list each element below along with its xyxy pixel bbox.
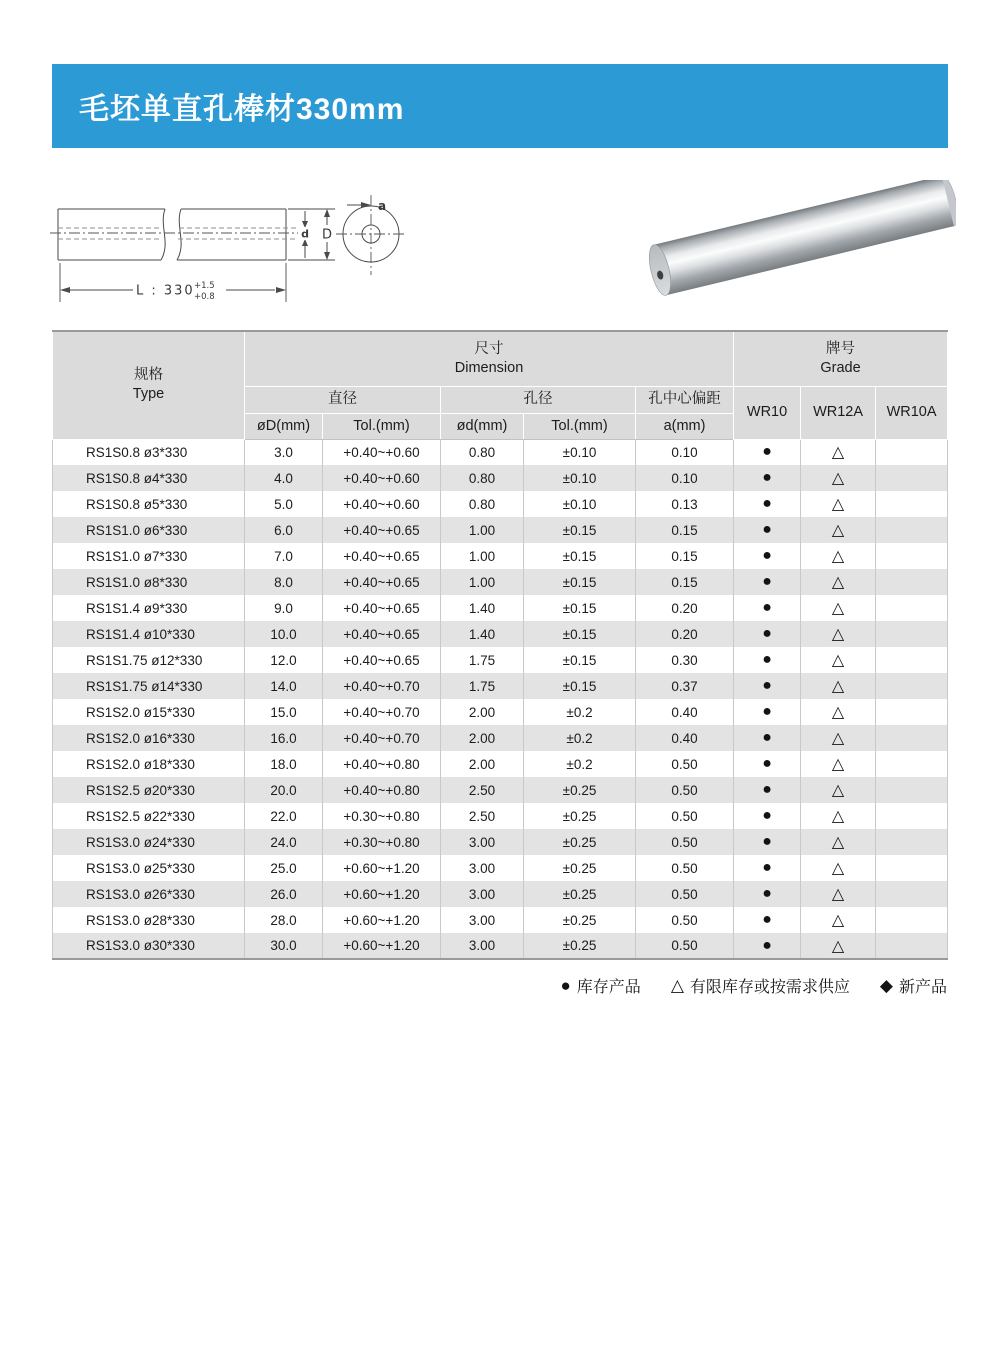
cell-hole-mm: 1.75 bbox=[441, 647, 524, 673]
cell-wr10a bbox=[876, 855, 948, 881]
cell-d-mm: 8.0 bbox=[245, 569, 323, 595]
cell-d-mm: 30.0 bbox=[245, 933, 323, 959]
cell-tol-hole: ±0.25 bbox=[524, 907, 636, 933]
cell-tol-d: +0.40~+0.60 bbox=[323, 439, 441, 465]
cell-hole-mm: 3.00 bbox=[441, 855, 524, 881]
legend-new-product-label: 新产品 bbox=[898, 979, 947, 996]
table-row bbox=[53, 751, 948, 777]
cell-hole-mm: 2.50 bbox=[441, 803, 524, 829]
cell-a-mm: 0.15 bbox=[636, 517, 734, 543]
cell-tol-hole: ±0.15 bbox=[524, 595, 636, 621]
cell-wr12a: △ bbox=[801, 543, 876, 569]
dim-label-a: a bbox=[378, 199, 387, 213]
cell-tol-d: +0.60~+1.20 bbox=[323, 933, 441, 959]
header-od-mm: ød(mm) bbox=[441, 413, 524, 439]
cell-wr10a bbox=[876, 595, 948, 621]
cell-type: RS1S2.5 ø20*330 bbox=[53, 777, 245, 803]
table-row bbox=[53, 543, 948, 569]
cell-d-mm: 4.0 bbox=[245, 465, 323, 491]
cell-a-mm: 0.10 bbox=[636, 439, 734, 465]
header-diameter: 直径 bbox=[245, 386, 441, 413]
table-row bbox=[53, 595, 948, 621]
cell-tol-hole: ±0.25 bbox=[524, 933, 636, 959]
dim-label-d: d bbox=[301, 227, 309, 241]
table-row bbox=[53, 777, 948, 803]
cell-wr12a: △ bbox=[801, 751, 876, 777]
cell-tol-hole: ±0.15 bbox=[524, 543, 636, 569]
cell-tol-d: +0.40~+0.80 bbox=[323, 751, 441, 777]
cell-wr10a bbox=[876, 517, 948, 543]
cell-wr10a bbox=[876, 439, 948, 465]
cell-wr10: ● bbox=[734, 543, 801, 569]
cell-a-mm: 0.50 bbox=[636, 777, 734, 803]
cell-hole-mm: 3.00 bbox=[441, 881, 524, 907]
cell-tol-hole: ±0.15 bbox=[524, 569, 636, 595]
table-row bbox=[53, 465, 948, 491]
rod-body bbox=[654, 180, 954, 295]
cell-tol-d: +0.40~+0.65 bbox=[323, 647, 441, 673]
cell-wr10: ● bbox=[734, 751, 801, 777]
cell-d-mm: 20.0 bbox=[245, 777, 323, 803]
cell-d-mm: 24.0 bbox=[245, 829, 323, 855]
cell-wr10a bbox=[876, 621, 948, 647]
technical-drawing bbox=[48, 183, 408, 318]
header-grade-wr12a: WR12A bbox=[801, 386, 876, 439]
filled-circle-icon: ● bbox=[560, 975, 571, 995]
table-row bbox=[53, 439, 948, 465]
cell-a-mm: 0.37 bbox=[636, 673, 734, 699]
cell-a-mm: 0.30 bbox=[636, 647, 734, 673]
cell-d-mm: 7.0 bbox=[245, 543, 323, 569]
dimension-length bbox=[60, 263, 286, 302]
header-oD-mm: øD(mm) bbox=[245, 413, 323, 439]
cell-wr10a bbox=[876, 907, 948, 933]
cell-tol-d: +0.40~+0.70 bbox=[323, 699, 441, 725]
hole-hidden-lines bbox=[58, 228, 310, 239]
cell-tol-d: +0.60~+1.20 bbox=[323, 881, 441, 907]
cell-d-mm: 3.0 bbox=[245, 439, 323, 465]
cell-d-mm: 25.0 bbox=[245, 855, 323, 881]
cell-tol-hole: ±0.2 bbox=[524, 725, 636, 751]
page-title: 毛坯单直孔棒材330mm bbox=[79, 93, 405, 126]
cell-tol-hole: ±0.15 bbox=[524, 621, 636, 647]
cell-a-mm: 0.50 bbox=[636, 751, 734, 777]
cell-hole-mm: 1.40 bbox=[441, 621, 524, 647]
cell-tol-d: +0.40~+0.70 bbox=[323, 725, 441, 751]
cell-type: RS1S0.8 ø5*330 bbox=[53, 491, 245, 517]
cell-wr10a bbox=[876, 881, 948, 907]
cell-a-mm: 0.50 bbox=[636, 803, 734, 829]
length-tol-lower: +0.8 bbox=[194, 292, 215, 302]
cell-d-mm: 10.0 bbox=[245, 621, 323, 647]
cell-hole-mm: 0.80 bbox=[441, 465, 524, 491]
cell-a-mm: 0.50 bbox=[636, 829, 734, 855]
product-photo-rod bbox=[638, 180, 956, 318]
cell-wr12a: △ bbox=[801, 777, 876, 803]
cell-tol-hole: ±0.25 bbox=[524, 855, 636, 881]
cell-tol-hole: ±0.10 bbox=[524, 439, 636, 465]
header-grade-wr10: WR10 bbox=[734, 386, 801, 439]
header-grade-wr10a: WR10A bbox=[876, 386, 948, 439]
cell-hole-mm: 0.80 bbox=[441, 439, 524, 465]
cell-type: RS1S1.0 ø7*330 bbox=[53, 543, 245, 569]
cell-wr10: ● bbox=[734, 855, 801, 881]
header-type: 规格 Type bbox=[53, 331, 245, 439]
header-hole-diameter: 孔径 bbox=[441, 386, 636, 413]
cell-wr12a: △ bbox=[801, 517, 876, 543]
legend bbox=[561, 974, 947, 997]
cell-tol-hole: ±0.25 bbox=[524, 777, 636, 803]
cell-a-mm: 0.20 bbox=[636, 595, 734, 621]
table-row bbox=[53, 621, 948, 647]
table-row bbox=[53, 855, 948, 881]
cell-wr10: ● bbox=[734, 491, 801, 517]
cell-hole-mm: 2.00 bbox=[441, 751, 524, 777]
page-title-banner bbox=[52, 64, 948, 148]
cell-tol-hole: ±0.25 bbox=[524, 829, 636, 855]
table-row bbox=[53, 803, 948, 829]
cell-hole-mm: 3.00 bbox=[441, 907, 524, 933]
cell-wr12a: △ bbox=[801, 465, 876, 491]
cell-type: RS1S1.4 ø9*330 bbox=[53, 595, 245, 621]
cell-wr10: ● bbox=[734, 829, 801, 855]
cell-d-mm: 14.0 bbox=[245, 673, 323, 699]
cell-wr12a: △ bbox=[801, 803, 876, 829]
cell-tol-d: +0.40~+0.65 bbox=[323, 595, 441, 621]
cell-tol-hole: ±0.2 bbox=[524, 699, 636, 725]
cell-wr12a: △ bbox=[801, 725, 876, 751]
spec-table bbox=[52, 330, 948, 960]
cell-type: RS1S2.0 ø16*330 bbox=[53, 725, 245, 751]
length-tol-upper: +1.5 bbox=[194, 281, 215, 291]
cell-a-mm: 0.50 bbox=[636, 933, 734, 959]
cell-hole-mm: 1.00 bbox=[441, 569, 524, 595]
header-dimension: 尺寸 Dimension bbox=[245, 331, 734, 386]
cell-a-mm: 0.50 bbox=[636, 907, 734, 933]
cell-tol-d: +0.40~+0.70 bbox=[323, 673, 441, 699]
table-row bbox=[53, 673, 948, 699]
cell-tol-hole: ±0.15 bbox=[524, 647, 636, 673]
table-row bbox=[53, 699, 948, 725]
cell-tol-hole: ±0.2 bbox=[524, 751, 636, 777]
cell-hole-mm: 1.00 bbox=[441, 517, 524, 543]
table-row bbox=[53, 725, 948, 751]
diamond-icon: ◆ bbox=[879, 975, 893, 995]
cell-hole-mm: 2.00 bbox=[441, 725, 524, 751]
end-view bbox=[336, 195, 406, 275]
cell-d-mm: 26.0 bbox=[245, 881, 323, 907]
cell-wr10: ● bbox=[734, 647, 801, 673]
cell-wr12a: △ bbox=[801, 881, 876, 907]
dimension-d bbox=[298, 211, 312, 258]
cell-wr10a bbox=[876, 699, 948, 725]
cell-a-mm: 0.13 bbox=[636, 491, 734, 517]
cell-a-mm: 0.10 bbox=[636, 465, 734, 491]
cell-tol-d: +0.40~+0.65 bbox=[323, 517, 441, 543]
cell-tol-d: +0.40~+0.65 bbox=[323, 543, 441, 569]
cell-tol-d: +0.40~+0.60 bbox=[323, 465, 441, 491]
cell-d-mm: 16.0 bbox=[245, 725, 323, 751]
cell-wr10: ● bbox=[734, 439, 801, 465]
cell-wr10a bbox=[876, 465, 948, 491]
cell-type: RS1S2.0 ø18*330 bbox=[53, 751, 245, 777]
cell-wr12a: △ bbox=[801, 829, 876, 855]
cell-a-mm: 0.40 bbox=[636, 725, 734, 751]
table-row bbox=[53, 881, 948, 907]
cell-wr10a bbox=[876, 933, 948, 959]
cell-a-mm: 0.20 bbox=[636, 621, 734, 647]
cell-wr10a bbox=[876, 803, 948, 829]
cell-tol-d: +0.40~+0.65 bbox=[323, 569, 441, 595]
cell-hole-mm: 2.00 bbox=[441, 699, 524, 725]
cell-a-mm: 0.15 bbox=[636, 543, 734, 569]
legend-limited-stock bbox=[671, 974, 850, 997]
cell-type: RS1S1.75 ø14*330 bbox=[53, 673, 245, 699]
cell-d-mm: 12.0 bbox=[245, 647, 323, 673]
cell-type: RS1S2.5 ø22*330 bbox=[53, 803, 245, 829]
table-row bbox=[53, 569, 948, 595]
cell-wr10: ● bbox=[734, 881, 801, 907]
cell-wr10: ● bbox=[734, 465, 801, 491]
cell-wr12a: △ bbox=[801, 621, 876, 647]
cell-type: RS1S3.0 ø24*330 bbox=[53, 829, 245, 855]
cell-hole-mm: 1.40 bbox=[441, 595, 524, 621]
cell-wr10: ● bbox=[734, 725, 801, 751]
cell-hole-mm: 3.00 bbox=[441, 933, 524, 959]
legend-stock-label: 库存产品 bbox=[576, 979, 641, 996]
cell-tol-hole: ±0.10 bbox=[524, 465, 636, 491]
legend-stock bbox=[561, 974, 641, 997]
dim-label-D: D bbox=[321, 227, 333, 243]
cell-type: RS1S0.8 ø4*330 bbox=[53, 465, 245, 491]
cell-wr10: ● bbox=[734, 517, 801, 543]
cell-hole-mm: 3.00 bbox=[441, 829, 524, 855]
cell-tol-d: +0.30~+0.80 bbox=[323, 803, 441, 829]
cell-type: RS1S3.0 ø25*330 bbox=[53, 855, 245, 881]
cell-wr12a: △ bbox=[801, 647, 876, 673]
cell-d-mm: 5.0 bbox=[245, 491, 323, 517]
cell-type: RS1S3.0 ø30*330 bbox=[53, 933, 245, 959]
cell-tol-d: +0.60~+1.20 bbox=[323, 855, 441, 881]
cell-wr10a bbox=[876, 829, 948, 855]
cell-wr10: ● bbox=[734, 621, 801, 647]
cell-wr10a bbox=[876, 569, 948, 595]
table-row bbox=[53, 517, 948, 543]
cell-wr10: ● bbox=[734, 595, 801, 621]
cell-a-mm: 0.40 bbox=[636, 699, 734, 725]
triangle-icon: △ bbox=[670, 975, 684, 995]
cell-wr12a: △ bbox=[801, 595, 876, 621]
cell-type: RS1S2.0 ø15*330 bbox=[53, 699, 245, 725]
cell-wr12a: △ bbox=[801, 699, 876, 725]
cell-wr10: ● bbox=[734, 907, 801, 933]
cell-d-mm: 15.0 bbox=[245, 699, 323, 725]
cell-wr10a bbox=[876, 543, 948, 569]
cell-wr10: ● bbox=[734, 699, 801, 725]
cell-wr10: ● bbox=[734, 569, 801, 595]
cell-a-mm: 0.50 bbox=[636, 855, 734, 881]
cell-wr12a: △ bbox=[801, 907, 876, 933]
cell-wr10: ● bbox=[734, 803, 801, 829]
cell-a-mm: 0.15 bbox=[636, 569, 734, 595]
cell-tol-d: +0.40~+0.80 bbox=[323, 777, 441, 803]
cell-type: RS1S1.4 ø10*330 bbox=[53, 621, 245, 647]
cell-tol-d: +0.30~+0.80 bbox=[323, 829, 441, 855]
cell-tol-hole: ±0.25 bbox=[524, 881, 636, 907]
cell-a-mm: 0.50 bbox=[636, 881, 734, 907]
cell-tol-d: +0.60~+1.20 bbox=[323, 907, 441, 933]
table-row bbox=[53, 647, 948, 673]
cell-wr12a: △ bbox=[801, 673, 876, 699]
cell-hole-mm: 2.50 bbox=[441, 777, 524, 803]
spec-table-body bbox=[53, 439, 948, 959]
table-row bbox=[53, 491, 948, 517]
cell-wr10: ● bbox=[734, 673, 801, 699]
cell-wr12a: △ bbox=[801, 491, 876, 517]
cell-d-mm: 22.0 bbox=[245, 803, 323, 829]
cell-d-mm: 18.0 bbox=[245, 751, 323, 777]
cell-d-mm: 9.0 bbox=[245, 595, 323, 621]
cell-d-mm: 28.0 bbox=[245, 907, 323, 933]
cell-wr10a bbox=[876, 725, 948, 751]
table-row bbox=[53, 829, 948, 855]
rod-outline bbox=[58, 209, 286, 260]
cell-wr10a bbox=[876, 751, 948, 777]
cell-wr10a bbox=[876, 777, 948, 803]
cell-tol-d: +0.40~+0.60 bbox=[323, 491, 441, 517]
cell-d-mm: 6.0 bbox=[245, 517, 323, 543]
cell-hole-mm: 1.00 bbox=[441, 543, 524, 569]
legend-new-product bbox=[880, 974, 947, 997]
cell-tol-hole: ±0.25 bbox=[524, 803, 636, 829]
cell-hole-mm: 0.80 bbox=[441, 491, 524, 517]
length-label: L : 330 bbox=[136, 283, 195, 299]
cell-type: RS1S3.0 ø26*330 bbox=[53, 881, 245, 907]
cell-hole-mm: 1.75 bbox=[441, 673, 524, 699]
table-row bbox=[53, 907, 948, 933]
cell-wr12a: △ bbox=[801, 439, 876, 465]
cell-type: RS1S0.8 ø3*330 bbox=[53, 439, 245, 465]
cell-type: RS1S3.0 ø28*330 bbox=[53, 907, 245, 933]
cell-wr10: ● bbox=[734, 777, 801, 803]
cell-wr10a bbox=[876, 673, 948, 699]
header-grade: 牌号 Grade bbox=[734, 331, 948, 386]
cell-wr12a: △ bbox=[801, 933, 876, 959]
header-tol-hole: Tol.(mm) bbox=[524, 413, 636, 439]
cell-type: RS1S1.75 ø12*330 bbox=[53, 647, 245, 673]
cell-wr12a: △ bbox=[801, 855, 876, 881]
cell-tol-d: +0.40~+0.65 bbox=[323, 621, 441, 647]
table-row bbox=[53, 933, 948, 959]
cell-wr10: ● bbox=[734, 933, 801, 959]
header-a-mm: a(mm) bbox=[636, 413, 734, 439]
cell-tol-hole: ±0.15 bbox=[524, 673, 636, 699]
cell-type: RS1S1.0 ø8*330 bbox=[53, 569, 245, 595]
cell-type: RS1S1.0 ø6*330 bbox=[53, 517, 245, 543]
header-hole-offset: 孔中心偏距 bbox=[636, 386, 734, 413]
cell-tol-hole: ±0.10 bbox=[524, 491, 636, 517]
cell-wr10a bbox=[876, 647, 948, 673]
cell-wr10a bbox=[876, 491, 948, 517]
cell-tol-hole: ±0.15 bbox=[524, 517, 636, 543]
legend-limited-stock-label: 有限库存或按需求供应 bbox=[689, 979, 850, 996]
cell-wr12a: △ bbox=[801, 569, 876, 595]
header-tol-d: Tol.(mm) bbox=[323, 413, 441, 439]
